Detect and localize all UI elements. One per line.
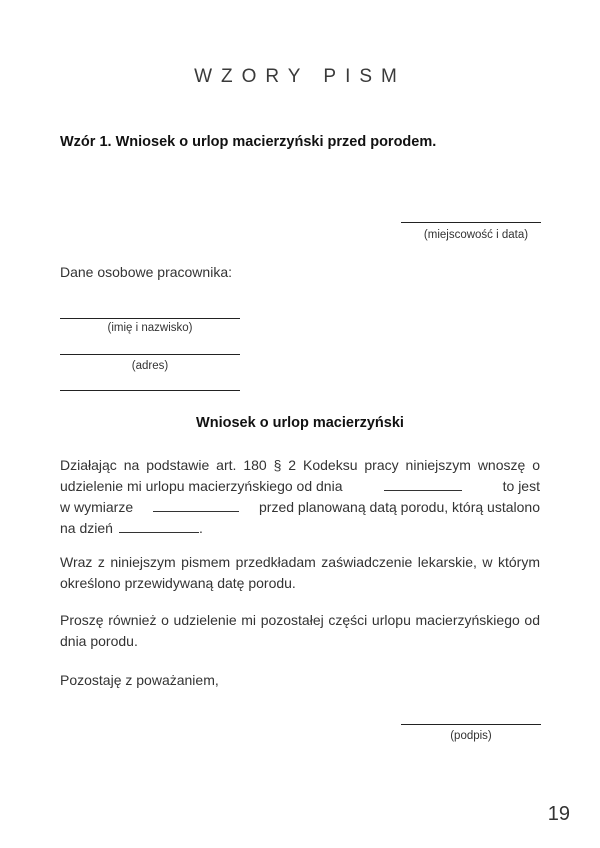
p1-line4b-text: . <box>198 520 203 536</box>
address-line <box>60 354 240 355</box>
request-paragraph-1 <box>60 455 540 539</box>
page-header-title: WZORY PISM <box>194 66 406 87</box>
signature-caption: (podpis) <box>450 730 492 742</box>
p1-line4a-text: na dzień <box>60 520 113 536</box>
leave-length-blank[interactable] <box>153 497 239 512</box>
address-line-2 <box>60 390 240 391</box>
name-line <box>60 318 240 319</box>
form-subtitle: Wzór 1. Wniosek o urlop macierzyński przed porodem. <box>60 134 437 150</box>
p2-line-2: określono przewidywaną datę porodu. <box>60 575 296 591</box>
p1-line2b-text: to jest <box>502 478 540 494</box>
request-paragraph-2 <box>60 552 540 594</box>
page-number: 19 <box>547 803 570 825</box>
request-paragraph-3 <box>60 610 540 652</box>
due-date-blank[interactable] <box>119 518 199 533</box>
p1-line3a-text: w wymiarze <box>60 499 134 515</box>
name-caption: (imię i nazwisko) <box>107 322 193 334</box>
signature-line <box>401 724 541 725</box>
closing-text: Pozostaję z poważaniem, <box>60 672 219 688</box>
request-heading: Wniosek o urlop macierzyński <box>196 415 404 431</box>
p1-line-4 <box>60 518 540 539</box>
leave-start-date-blank[interactable] <box>384 476 462 491</box>
p1-line1-text: Działając na podstawie art. 180 § 2 Kodeksu pracy niniejszym wnoszę o <box>60 457 540 473</box>
place-date-line <box>401 222 541 223</box>
place-date-caption: (miejscowość i data) <box>423 229 529 241</box>
employee-data-label: Dane osobowe pracownika: <box>60 264 232 280</box>
p2-line-1: Wraz z niniejszym pismem przedkładam zaświadczenie lekarskie, w którym <box>60 554 540 570</box>
p1-line-1 <box>60 455 540 476</box>
p1-line-3 <box>60 497 540 518</box>
address-caption: (adres) <box>131 360 169 372</box>
p3-line-1: Proszę również o udzielenie mi pozostałej części urlopu macierzyńskiego od <box>60 612 540 628</box>
p1-line-2 <box>60 476 540 497</box>
p3-line-2: dnia porodu. <box>60 633 138 649</box>
p1-line2a-text: udzielenie mi urlopu macierzyńskiego od dnia <box>60 478 343 494</box>
p1-line3b-text: przed planowaną datą porodu, którą ustalono <box>259 499 540 515</box>
